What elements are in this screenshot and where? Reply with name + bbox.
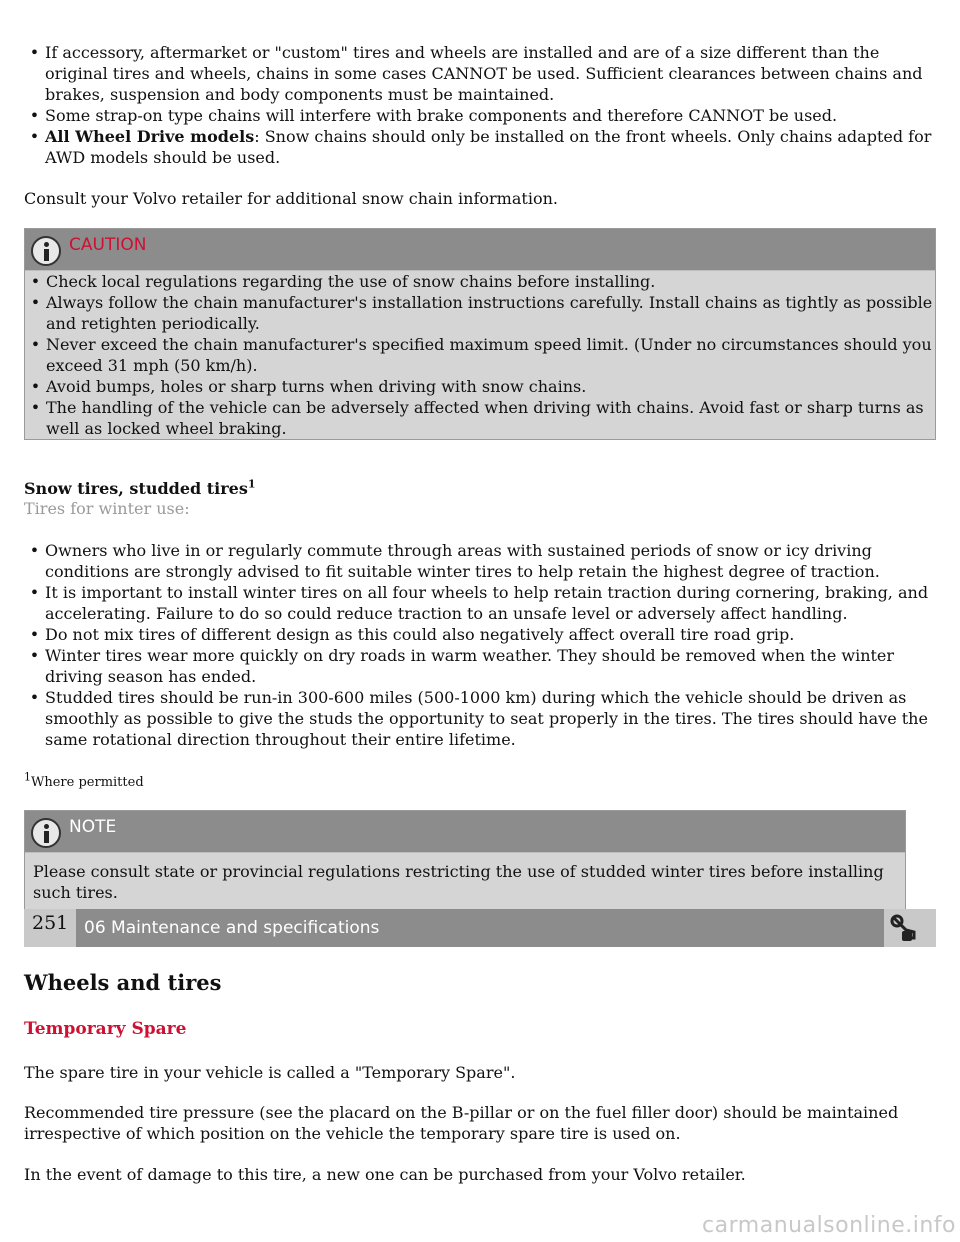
paragraph: The spare tire in your vehicle is called a "Temporary Spare". (24, 1063, 516, 1082)
info-icon (31, 236, 61, 266)
caution-list (25, 271, 935, 439)
list-item: • Never exceed the chain manufacturer's specified maximum speed limit. (Under no circumstances should you exceed 31 mph (50 km/h). (25, 334, 935, 376)
paragraph: In the event of damage to this tire, a new one can be purchased from your Volvo retailer. (24, 1165, 746, 1184)
note-text: Please consult state or provincial regulations restricting the use of studded winter tires before installing such tires. (33, 862, 884, 902)
section-title: Wheels and tires (24, 970, 222, 995)
list-item: • It is important to install winter tires on all four wheels to help retain traction during cornering, braking, and accelerating. Failure to do so could reduce traction to an unsafe level or adversely affect handling. (24, 582, 936, 624)
page-number: 251 (32, 912, 69, 934)
chain-warnings-list (24, 42, 936, 168)
list-item: • If accessory, aftermarket or "custom" tires and wheels are installed and are of a size different than the original tires and wheels, chains in some cases CANNOT be used. Sufficient clearances between chains and brakes, suspension and body components must be maintained. (24, 42, 936, 105)
snow-tires-heading: Snow tires, studded tires$^1$ (24, 477, 256, 498)
awd-text: : Snow chains should only be installed on the front wheels. Only chains adapted for AWD models should be used. (45, 127, 932, 167)
awd-label: All Wheel Drive models (45, 127, 255, 146)
caution-box (24, 228, 936, 440)
caution-title: CAUTION (69, 235, 147, 255)
info-icon (31, 818, 61, 848)
list-item: • The handling of the vehicle can be adversely affected when driving with chains. Avoid fast or sharp turns as well as locked wheel braking. (25, 397, 935, 439)
footnote: $^1$Where permitted (24, 770, 144, 790)
paragraph: Recommended tire pressure (see the placard on the B-pillar or on the fuel filler door) should be maintained irrespective of which position on the vehicle the temporary spare tire is used on. (24, 1103, 899, 1143)
list-item: • Winter tires wear more quickly on dry roads in warm weather. They should be removed when the winter driving season has ended. (24, 645, 936, 687)
chapter-title: 06 Maintenance and specifications (84, 918, 380, 938)
list-item: • Owners who live in or regularly commute through areas with sustained periods of snow or icy driving conditions are strongly advised to fit suitable winter tires to help retain the highest degree of traction. (24, 540, 936, 582)
list-item: • Always follow the chain manufacturer's installation instructions carefully. Install chains as tightly as possible and retighten periodically. (25, 292, 935, 334)
page-bar (24, 909, 936, 947)
watermark: carmanualsonline.info (702, 1213, 956, 1238)
note-header (25, 811, 905, 853)
footnote-marker: 1 (247, 477, 256, 491)
consult-text: Consult your Volvo retailer for additional snow chain information. (24, 189, 558, 208)
list-item: • Do not mix tires of different design as this could also negatively affect overall tire road grip. (24, 624, 936, 645)
wrench-icon (888, 912, 922, 944)
list-item: • Studded tires should be run-in 300-600 miles (500-1000 km) during which the vehicle should be driven as smoothly as possible to give the studs the opportunity to seat properly in the tires. The tires should have the same rotational direction throughout their entire lifetime. (24, 687, 936, 750)
subsection-title: Temporary Spare (24, 1019, 187, 1039)
winter-tires-list (24, 540, 936, 750)
list-item: • Avoid bumps, holes or sharp turns when driving with snow chains. (25, 376, 935, 397)
list-item: • Some strap-on type chains will interfere with brake components and therefore CANNOT be used. (24, 105, 936, 126)
list-item: • Check local regulations regarding the use of snow chains before installing. (25, 271, 935, 292)
note-box (24, 810, 906, 911)
chapter-title-bar (76, 909, 884, 947)
note-title: NOTE (69, 817, 117, 837)
caution-header (25, 229, 935, 271)
list-item (24, 126, 936, 168)
snow-tires-subtitle: Tires for winter use: (24, 499, 190, 518)
